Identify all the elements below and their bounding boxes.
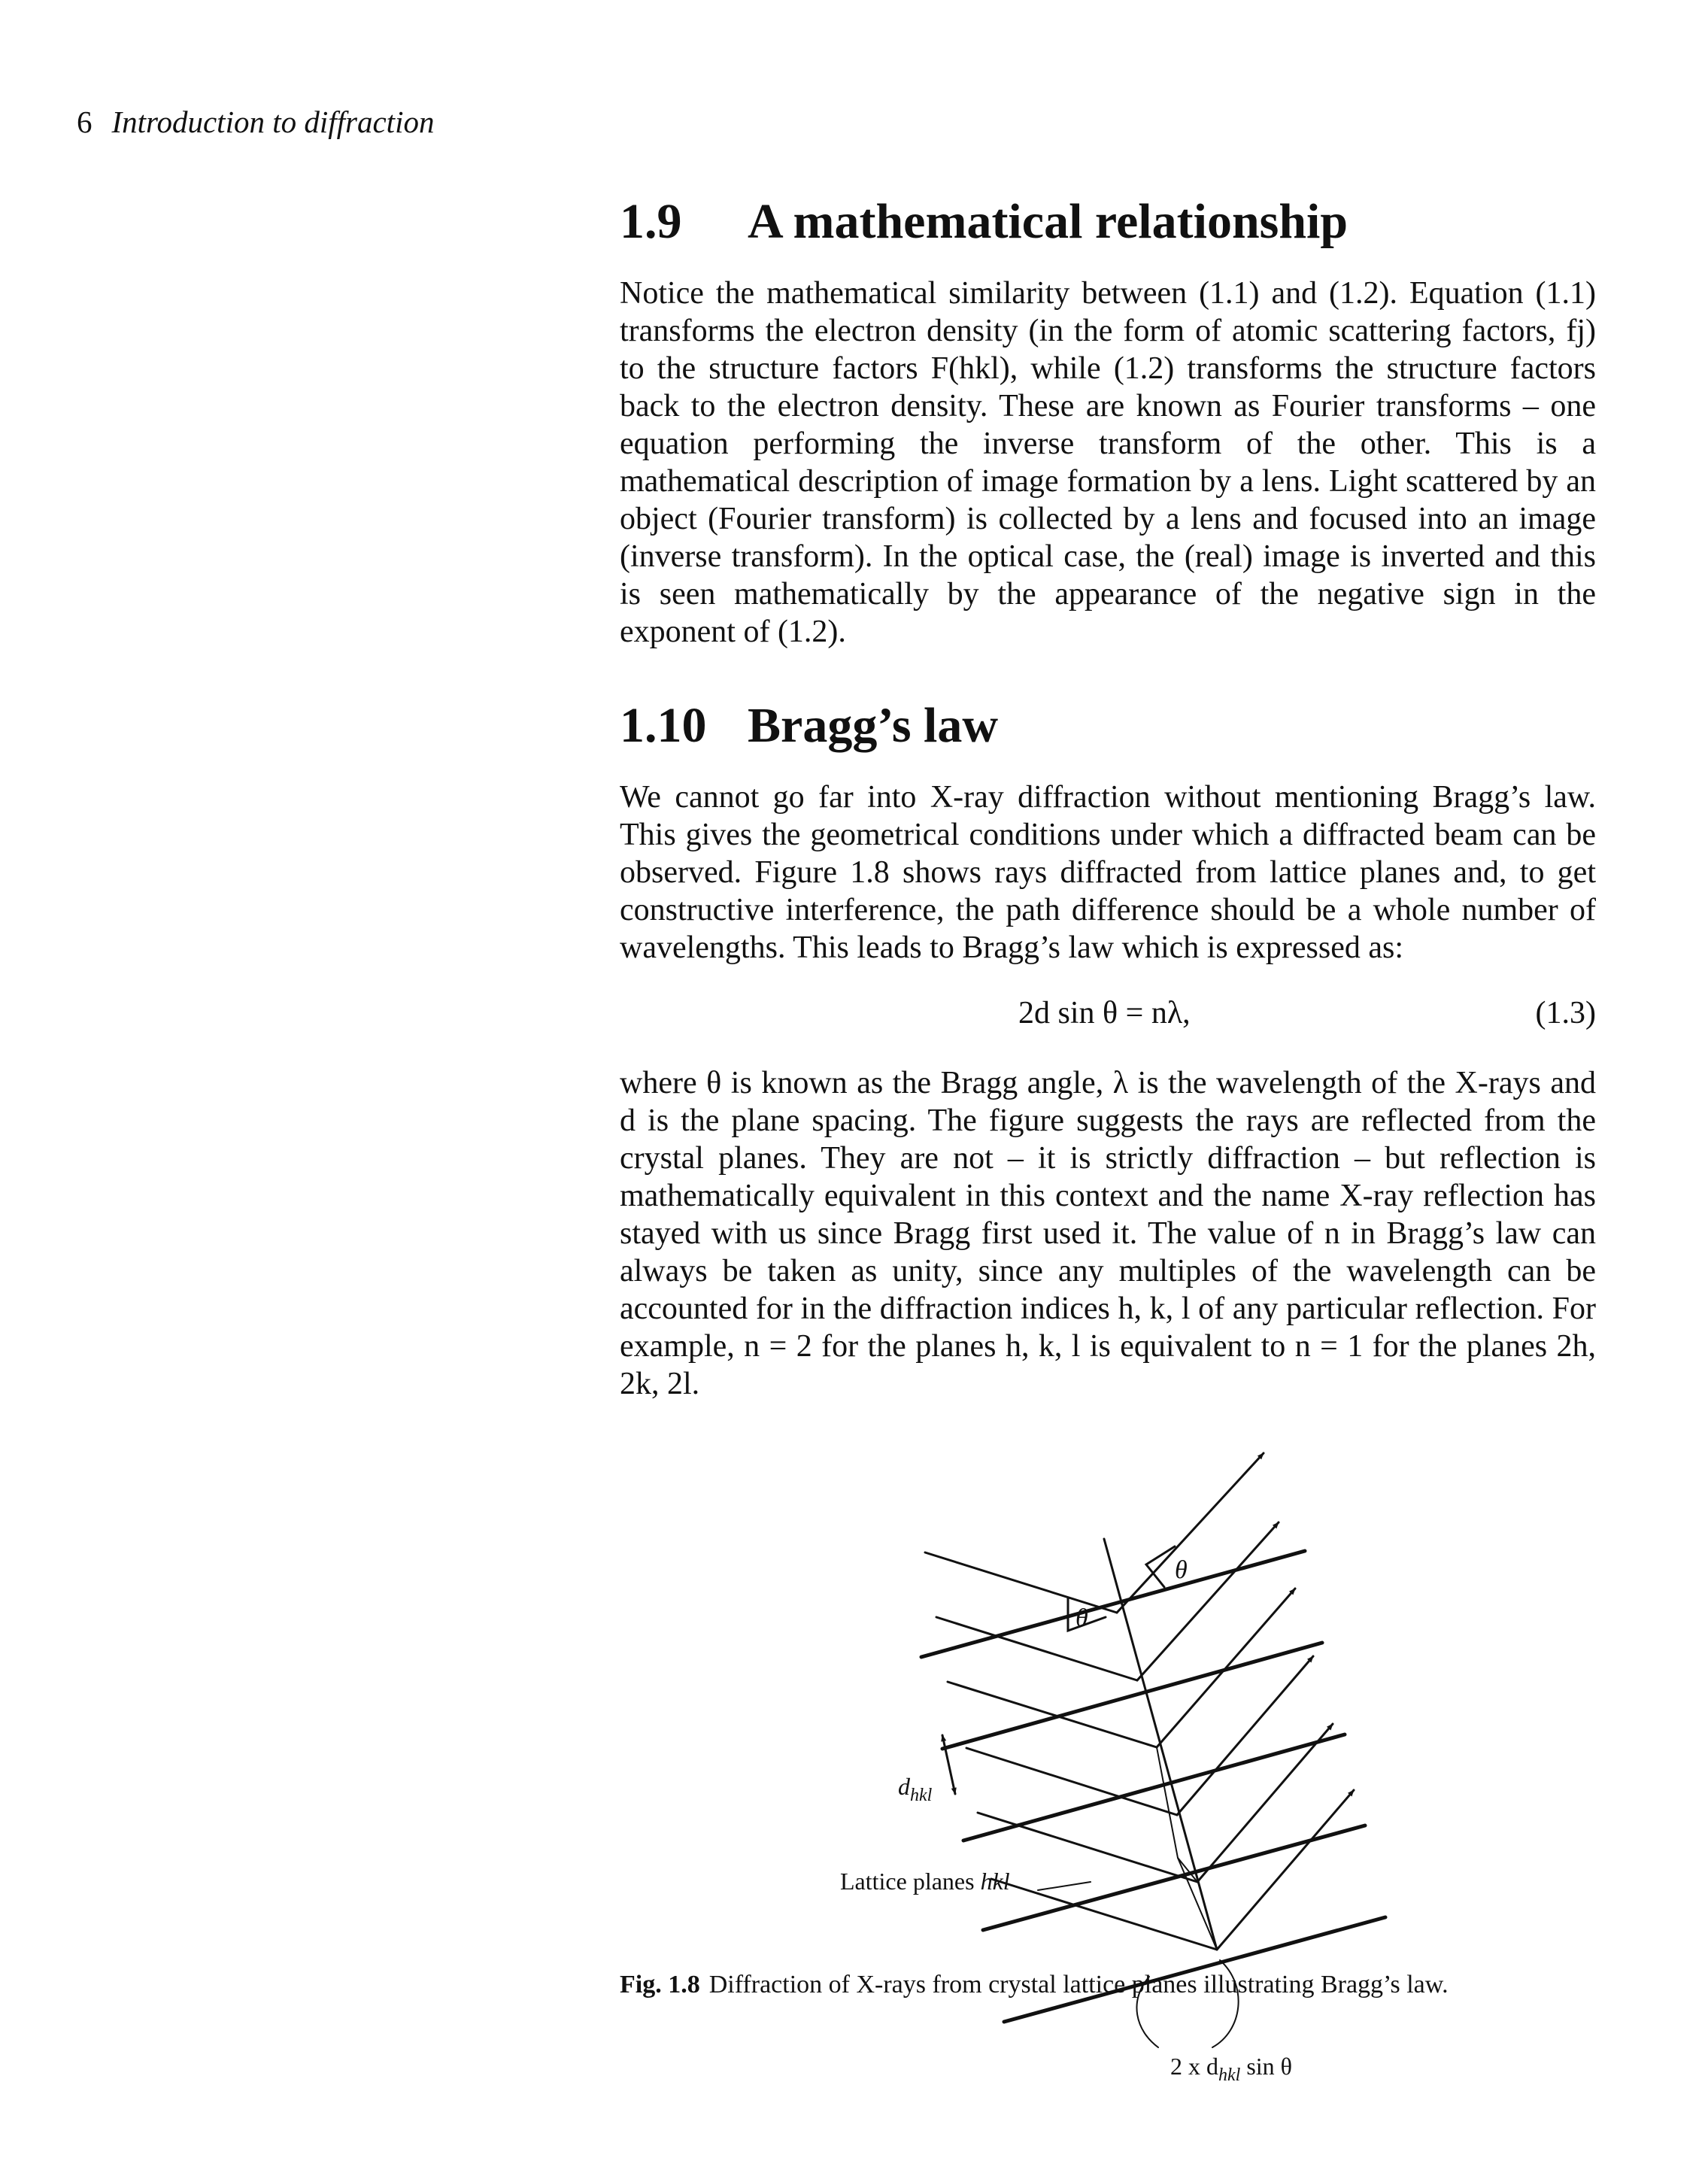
figure-caption (620, 1971, 1449, 1999)
incident-ray (925, 1552, 1117, 1613)
lattice-plane (1004, 1917, 1385, 2022)
section-title: Bragg’s law (748, 698, 999, 753)
lattice-plane (942, 1643, 1322, 1749)
caption-text: Diffraction of X-rays from crystal lattice planes illustrating Bragg’s law. (708, 1971, 1449, 1998)
normal-line (1104, 1539, 1217, 1950)
section-number: 1.9 (620, 194, 682, 249)
reflected-ray (1117, 1453, 1264, 1613)
path-suffix: sin θ (1240, 2053, 1292, 2080)
equation-expression: 2d sin θ = nλ, (1018, 996, 1191, 1030)
dhkl-main: d (898, 1773, 910, 1800)
lattice-planes-text: Lattice planes (840, 1868, 981, 1895)
paragraph: We cannot go far into X-ray diffraction without mentioning Bragg’s law. This gives the geometrical conditions under which a diffracted beam can be observed. Figure 1.8 shows rays diffracted from lattice planes and, to get constructive interference, the path difference should be a whole number of wavelengths. This leads to Bragg’s law which is expressed as: (620, 780, 1596, 965)
caption-label: Fig. 1.8 (620, 1971, 700, 1998)
page-number: 6 (77, 105, 93, 139)
reflected-ray (1197, 1724, 1333, 1882)
paragraph: Notice the mathematical similarity between (1.1) and (1.2). Equation (1.1) transforms the electron density (in the form of atomic scattering factors, fj) to the structure factors F(hkl), while (1.2) transforms the structure factors back to the electron density. These are known as Fourier transforms – one equation performing the inverse transform of the other. This is a mathematical description of image formation by a lens. Light scattered by an object (Fourier transform) is collected by a lens and focused into an image (inverse transform). In the optical case, the (real) image is inverted and this is seen mathematically by the appearance of the negative sign in the exponent of (1.2). (620, 276, 1596, 649)
dhkl-label (898, 1773, 933, 1805)
path-sub: hkl (1218, 2065, 1241, 2085)
incident-ray (978, 1813, 1197, 1882)
section-title: A mathematical relationship (748, 194, 1349, 249)
reflected-ray (1177, 1656, 1313, 1815)
reflected-ray (1137, 1522, 1279, 1680)
running-head-title: Introduction to diffraction (111, 105, 435, 139)
lattice-plane (921, 1551, 1305, 1657)
theta-label-right: θ (1175, 1556, 1188, 1584)
lattice-planes-label (840, 1868, 1010, 1895)
lattice-planes-italic: hkl (980, 1868, 1010, 1895)
section-number: 1.10 (620, 698, 707, 753)
theta-label-left: θ (1075, 1604, 1088, 1632)
equation-number: (1.3) (1535, 996, 1596, 1030)
lattice-plane (963, 1734, 1345, 1841)
paragraph: where θ is known as the Bragg angle, λ is the wavelength of the X-rays and d is the plane spacing. The figure suggests the rays are reflected from the crystal planes. They are not – it is strictly diffraction – but reflection is mathematically equivalent in this context and the name X-ray reflection has stayed with us since Bragg first used it. The value of n in Bragg’s law can always be taken as unity, since any multiples of the wavelength can be accounted for in the diffraction indices h, k, l of any particular reflection. For example, n = 2 for the planes h, k, l is equivalent to n = 1 for the planes 2h, 2k, 2l. (620, 1066, 1596, 1401)
path-construction (1157, 1747, 1178, 1858)
path-difference-label (1170, 2053, 1292, 2085)
incident-ray (991, 1879, 1217, 1950)
reflected-ray (1217, 1790, 1354, 1950)
dhkl-sub: hkl (910, 1786, 933, 1805)
incident-ray (966, 1748, 1177, 1815)
lattice-label-leader (1038, 1882, 1091, 1890)
path-prefix: 2 x d (1170, 2053, 1218, 2080)
reflected-ray (1157, 1589, 1295, 1747)
